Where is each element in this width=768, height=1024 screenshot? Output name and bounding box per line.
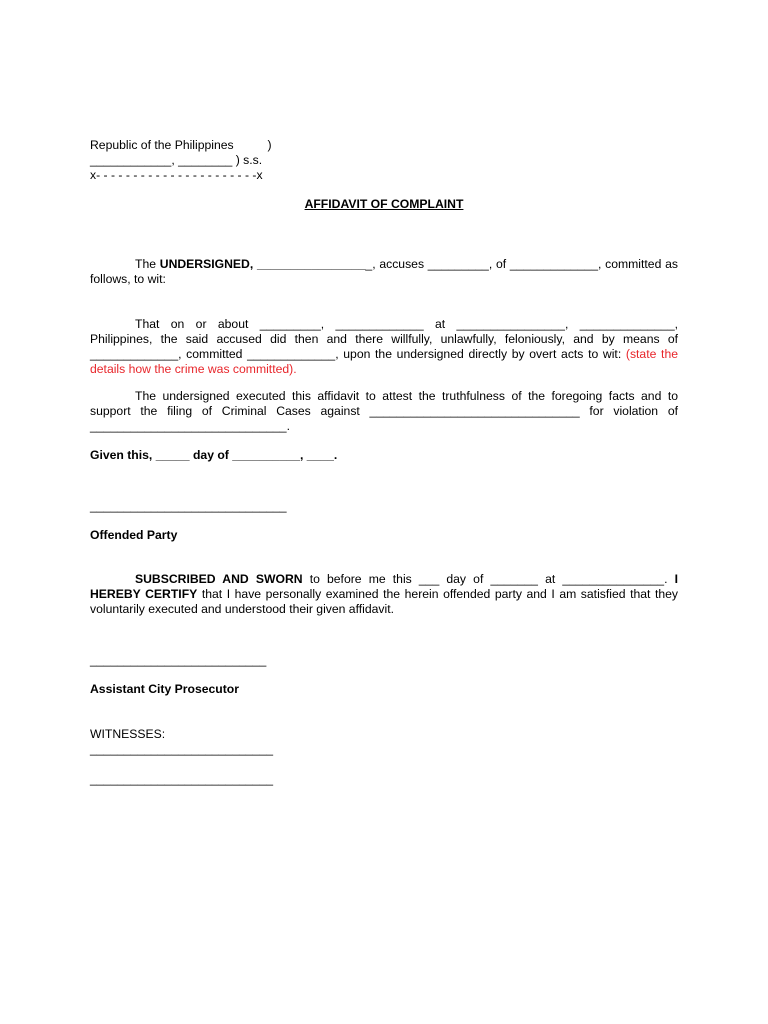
p1-prefix: The: [135, 257, 160, 271]
caption-separator: x- - - - - - - - - - - - - - - - - - - - - -x: [90, 168, 263, 182]
paragraph-jurat: [90, 572, 678, 617]
p2-instruction: (state the details how the crime was committed).: [90, 347, 678, 376]
offended-party-signature: [90, 499, 678, 514]
p3-text: The undersigned executed this affidavit to attest the truthfulness of the foregoing facts and to support the filing of Criminal Cases against _______________________________ for violation of _____________________________.: [90, 389, 678, 433]
offended-party-label: Offended Party: [90, 528, 178, 542]
prosecutor-label: Assistant City Prosecutor: [90, 682, 239, 696]
witness-line-1: ___________________________: [90, 742, 274, 756]
document-title: AFFIDAVIT OF COMPLAINT: [304, 197, 464, 211]
paragraph-facts: [90, 317, 678, 377]
paragraph-accusation: [90, 257, 678, 287]
jurat-certify: I HEREBY CERTIFY: [90, 572, 678, 601]
p1-rest: _, accuses _________, of _____________, committed as follows, to wit:: [90, 257, 678, 286]
witnesses-section: [90, 727, 678, 787]
caption-venue-blanks: ____________, ________ ) s.s.: [90, 153, 263, 167]
p1-undersigned: UNDERSIGNED, ________________: [159, 257, 366, 271]
given-date-line: Given this, _____ day of __________, ____.: [90, 448, 338, 462]
paragraph-attestation: [90, 389, 678, 434]
witnesses-label: WITNESSES:: [90, 727, 166, 741]
p2-text: That on or about _________, _____________ at ________________, ______________, Philippines, the said accused did then and there willfully, unlawfully, feloniously, and by means of _____________, committed _____________, upon the undersigned directly by overt acts to wit:: [90, 317, 678, 361]
jurat-text1: to before me this ___ day of _______ at _______________.: [302, 572, 675, 586]
witness-line-2: ___________________________: [90, 772, 274, 786]
jurat-text2: that I have personally examined the herein offended party and I am satisfied that they voluntarily executed and understood their given affidavit.: [90, 587, 678, 616]
caption-republic: Republic of the Philippines ): [90, 138, 272, 152]
prosecutor-signature-line: __________________________: [90, 653, 267, 667]
offended-signature-line: _____________________________: [90, 499, 287, 513]
venue-caption: [90, 138, 678, 183]
prosecutor-signature: [90, 653, 678, 668]
witness-spacer: [90, 757, 678, 772]
jurat-subscribed: SUBSCRIBED AND SWORN: [135, 572, 303, 586]
